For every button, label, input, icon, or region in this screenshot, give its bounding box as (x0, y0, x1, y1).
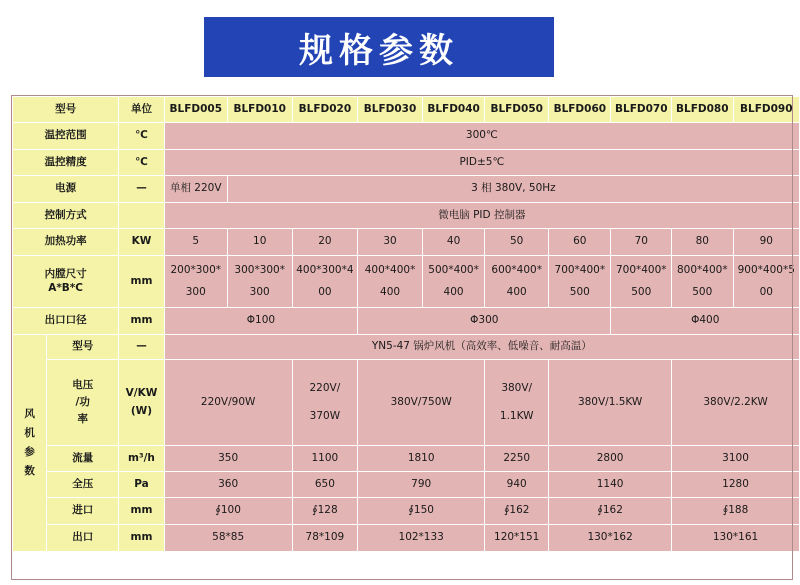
model-name: BLFD090 (733, 97, 800, 123)
fan-outlet-value: 58*85 (164, 525, 292, 552)
fan-pressure-value: 790 (358, 472, 485, 498)
fan-pressure-value: 940 (485, 472, 549, 498)
inner-size-value: 800*400* 500 (672, 256, 733, 308)
model-name: BLFD080 (672, 97, 733, 123)
fan-pressure-value: 1280 (672, 472, 800, 498)
heating-value: 40 (422, 229, 484, 256)
model-name: BLFD070 (611, 97, 672, 123)
heating-row (13, 229, 800, 256)
fan-voltage-value: 380V/ 1.1KW (485, 360, 549, 446)
fan-voltage-value: 380V/750W (358, 360, 485, 446)
inner-size-row (13, 256, 800, 308)
header-unit-label: 单位 (119, 97, 164, 123)
row-label: 电源 (13, 176, 119, 203)
row-unit: — (119, 335, 164, 360)
fan-voltage-value: 220V/90W (164, 360, 292, 446)
temp-precision-value: PID±5℃ (164, 150, 799, 176)
fan-flow-value: 3100 (672, 446, 800, 472)
fan-outlet-row (13, 525, 800, 552)
fan-voltage-value: 220V/ 370W (292, 360, 358, 446)
fan-inlet-value: ∮162 (549, 498, 672, 525)
temp-range-value: 300℃ (164, 123, 799, 150)
model-name: BLFD060 (549, 97, 611, 123)
model-name: BLFD040 (422, 97, 484, 123)
temp-range-row (13, 123, 800, 150)
row-unit: mm (119, 308, 164, 335)
outlet-value: Φ400 (611, 308, 800, 335)
row-label: 加热功率 (13, 229, 119, 256)
model-name: BLFD050 (485, 97, 549, 123)
fan-model-value: YN5-47 锅炉风机（高效率、低噪音、耐高温） (164, 335, 799, 360)
inner-size-value: 400*400* 400 (358, 256, 423, 308)
inner-size-value: 500*400* 400 (422, 256, 484, 308)
row-unit: V/KW (W) (119, 360, 164, 446)
power-supply-row (13, 176, 800, 203)
page-title: 规格参数 (204, 17, 554, 77)
fan-outlet-value: 130*161 (672, 525, 800, 552)
model-name: BLFD010 (227, 97, 292, 123)
row-unit: Pa (119, 472, 164, 498)
fan-outlet-value: 130*162 (549, 525, 672, 552)
row-unit: mm (119, 498, 164, 525)
row-label: 进口 (47, 498, 119, 525)
row-label: 型号 (47, 335, 119, 360)
row-label: 出口 (47, 525, 119, 552)
inner-size-label: 内膛尺寸 (44, 268, 87, 281)
fan-flow-value: 1810 (358, 446, 485, 472)
fan-inlet-value: ∮188 (672, 498, 800, 525)
heating-value: 80 (672, 229, 733, 256)
fan-inlet-value: ∮100 (164, 498, 292, 525)
fan-pressure-value: 1140 (549, 472, 672, 498)
model-name: BLFD020 (292, 97, 358, 123)
control-value: 微电脑 PID 控制器 (164, 203, 799, 229)
row-label: 控制方式 (13, 203, 119, 229)
inner-size-value: 700*400* 500 (611, 256, 672, 308)
fan-voltage-value: 380V/1.5KW (549, 360, 672, 446)
inner-size-value: 600*400* 400 (485, 256, 549, 308)
row-label: 温控精度 (13, 150, 119, 176)
row-label: 全压 (47, 472, 119, 498)
header-model-label: 型号 (13, 97, 119, 123)
fan-model-row (13, 335, 800, 360)
fan-outlet-value: 120*151 (485, 525, 549, 552)
header-row (13, 97, 800, 123)
fan-flow-value: 2250 (485, 446, 549, 472)
temp-precision-row (13, 150, 800, 176)
inner-size-value: 300*300* 300 (227, 256, 292, 308)
heating-value: 20 (292, 229, 358, 256)
row-unit: mm (119, 525, 164, 552)
fan-outlet-value: 78*109 (292, 525, 358, 552)
row-label (13, 256, 119, 308)
inner-size-value: 700*400* 500 (549, 256, 611, 308)
model-name: BLFD005 (164, 97, 227, 123)
heating-value: 10 (227, 229, 292, 256)
inner-size-value: 400*300*4 00 (292, 256, 358, 308)
heating-value: 5 (164, 229, 227, 256)
row-label: 流量 (47, 446, 119, 472)
fan-inlet-value: ∮162 (485, 498, 549, 525)
heating-value: 30 (358, 229, 423, 256)
outlet-value: Φ100 (164, 308, 357, 335)
outlet-value: Φ300 (358, 308, 611, 335)
inner-size-value: 200*300* 300 (164, 256, 227, 308)
row-label: 出口口径 (13, 308, 119, 335)
fan-pressure-value: 360 (164, 472, 292, 498)
row-unit (119, 203, 164, 229)
fan-inlet-value: ∮150 (358, 498, 485, 525)
heating-value: 50 (485, 229, 549, 256)
row-unit: m³/h (119, 446, 164, 472)
row-unit: mm (119, 256, 164, 308)
fan-flow-value: 350 (164, 446, 292, 472)
row-unit: KW (119, 229, 164, 256)
power-single-phase: 单相 220V (164, 176, 227, 203)
model-name: BLFD030 (358, 97, 423, 123)
fan-pressure-row (13, 472, 800, 498)
row-unit: ℃ (119, 123, 164, 150)
heating-value: 60 (549, 229, 611, 256)
fan-flow-row (13, 446, 800, 472)
fan-voltage-value: 380V/2.2KW (672, 360, 800, 446)
fan-flow-value: 2800 (549, 446, 672, 472)
fan-outlet-value: 102*133 (358, 525, 485, 552)
heating-value: 70 (611, 229, 672, 256)
row-label: 温控范围 (13, 123, 119, 150)
row-unit: ℃ (119, 150, 164, 176)
row-unit: — (119, 176, 164, 203)
fan-inlet-value: ∮128 (292, 498, 358, 525)
spec-table (12, 96, 800, 552)
heating-value: 90 (733, 229, 800, 256)
fan-pressure-value: 650 (292, 472, 358, 498)
inner-size-value: 900*400*5 00 (733, 256, 800, 308)
outlet-row (13, 308, 800, 335)
control-row (13, 203, 800, 229)
fan-inlet-row (13, 498, 800, 525)
power-three-phase: 3 相 380V, 50Hz (227, 176, 799, 203)
row-label: 电压 /功 率 (47, 360, 119, 446)
fan-section-label: 风 机 参 数 (13, 335, 47, 552)
inner-size-axes: A*B*C (48, 281, 84, 294)
fan-flow-value: 1100 (292, 446, 358, 472)
fan-voltage-row (13, 360, 800, 446)
